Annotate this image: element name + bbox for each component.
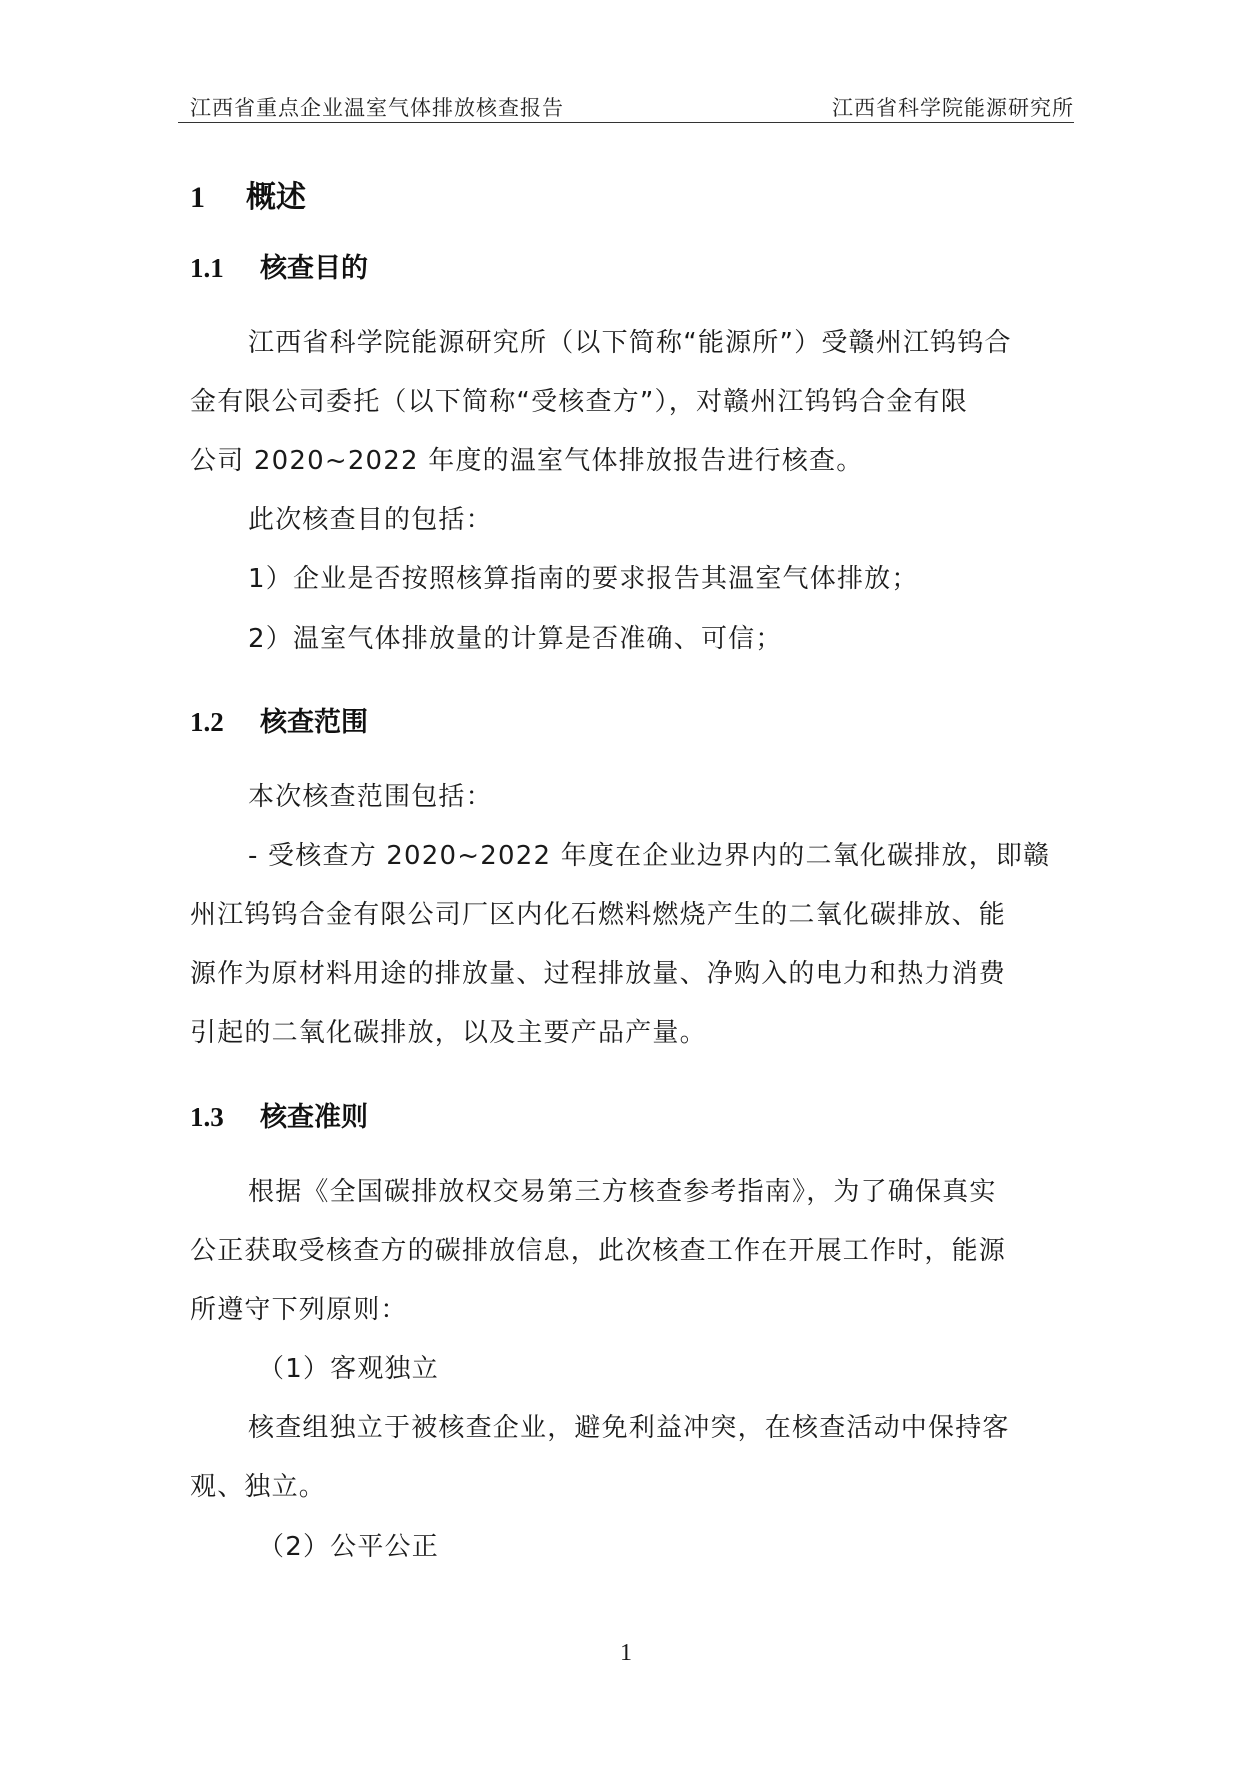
- paragraph-line: 公正获取受核查方的碳排放信息，此次核查工作在开展工作时，能源: [190, 1236, 1007, 1266]
- section-heading-1: [190, 172, 306, 216]
- paragraph-line: 州江钨钨合金有限公司厂区内化石燃料燃烧产生的二氧化碳排放、能: [190, 900, 1007, 930]
- section-title: 核查目的: [260, 253, 368, 284]
- section-heading-1-3: [190, 1095, 368, 1134]
- section-title: 核查准则: [260, 1102, 368, 1133]
- paragraph-line: 所遵守下列原则：: [190, 1295, 408, 1325]
- section-title: 核查范围: [260, 707, 368, 738]
- list-item: 2）温室气体排放量的计算是否准确、可信；: [248, 624, 783, 654]
- running-header-org: 江西省科学院能源研究所: [832, 96, 1074, 120]
- header-divider: [178, 122, 1074, 123]
- paragraph-line: - 受核查方 2020~2022 年度在企业边界内的二氧化碳排放，即赣: [248, 841, 1051, 871]
- section-number: 1.1: [190, 253, 224, 283]
- paragraph-line: 此次核查目的包括：: [248, 505, 493, 535]
- principle-title: （2）公平公正: [258, 1532, 439, 1562]
- section-title: 概述: [246, 180, 306, 215]
- paragraph-line: 核查组独立于被核查企业，避免利益冲突，在核查活动中保持客: [248, 1413, 1010, 1443]
- paragraph-line: 公司 2020~2022 年度的温室气体排放报告进行核查。: [190, 446, 864, 476]
- paragraph-line: 引起的二氧化碳排放，以及主要产品产量。: [190, 1018, 707, 1048]
- section-number: 1: [190, 181, 205, 214]
- paragraph-line: 源作为原材料用途的排放量、过程排放量、净购入的电力和热力消费: [190, 959, 1007, 989]
- section-number: 1.3: [190, 1102, 224, 1132]
- paragraph-line: 本次核查范围包括：: [248, 782, 493, 812]
- paragraph-line: 观、独立。: [190, 1472, 327, 1502]
- running-header-title: 江西省重点企业温室气体排放核查报告: [190, 96, 564, 120]
- page-number: 1: [620, 1640, 632, 1666]
- section-heading-1-1: [190, 246, 368, 285]
- section-number: 1.2: [190, 707, 224, 737]
- section-heading-1-2: [190, 700, 368, 739]
- list-item: 1）企业是否按照核算指南的要求报告其温室气体排放；: [248, 564, 919, 594]
- paragraph-line: 根据《全国碳排放权交易第三方核查参考指南》，为了确保真实: [248, 1177, 997, 1207]
- paragraph-line: 江西省科学院能源研究所（以下简称“能源所”）受赣州江钨钨合: [248, 328, 1012, 358]
- paragraph-line: 金有限公司委托（以下简称“受核查方”），对赣州江钨钨合金有限: [190, 387, 968, 417]
- principle-title: （1）客观独立: [258, 1354, 439, 1384]
